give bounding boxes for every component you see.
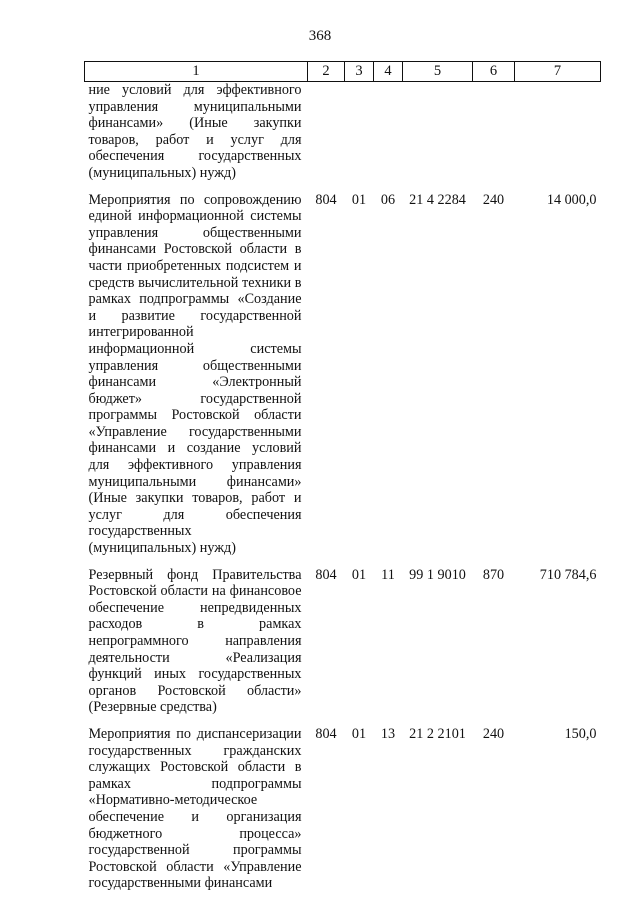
table-row [85,82,601,182]
row-gr: 804 [315,725,337,742]
column-header-3: 3 [345,62,374,82]
row-vr [473,82,515,182]
page-number: 368 [308,28,332,44]
row-rz [345,82,374,182]
budget-table [84,61,601,892]
column-header-2: 2 [308,62,345,82]
column-header-1: 1 [85,62,308,82]
table-row [85,182,601,557]
row-description: ние условий для эффективного управления муниципальными финансами» (Иные закупки товаров, работ и услуг для обеспечения государственных (муниципальных) нужд) [88,82,302,181]
row-pr: 13 [380,725,396,742]
row-amount: 710 784,6 [539,566,597,583]
row-gr: 804 [315,191,337,208]
row-csr [403,82,473,182]
row-pr [374,82,403,182]
row-amount: 14 000,0 [546,191,597,208]
row-description: Резервный фонд Правительства Ростовской области на финансовое обеспечение непредвиденных расходов в рамках непрограммного направления деятельности «Реализация функций иных государственных органов Ростовской области» (Резервные средства) [88,566,302,716]
row-pr: 06 [380,191,396,208]
row-gr [308,82,345,182]
row-vr: 240 [482,725,505,742]
table-row [85,716,601,892]
row-amount [515,82,601,182]
row-csr: 99 1 9010 [409,566,466,583]
row-vr: 240 [482,191,505,208]
row-amount: 150,0 [564,725,597,742]
column-header-5: 5 [403,62,473,82]
row-csr: 21 2 2101 [409,725,466,742]
table-row [85,557,601,716]
row-vr: 870 [482,566,505,583]
column-header-7: 7 [515,62,601,82]
column-header-6: 6 [473,62,515,82]
row-gr: 804 [315,566,337,583]
row-rz: 01 [351,566,367,583]
row-description: Мероприятия по сопровождению единой информационной системы управления общественными финансами Ростовской области в части приобретенных подсистем и средств вычислительной техники в рамках подпрограммы «Создание и развитие государственной интегрированной информационной системы управления общественными финансами «Электронный бюджет» государственной программы Ростовской области «Управление государственными финансами и создание условий для эффективного управления муниципальными финансами» (Иные закупки товаров, работ и услуг для обеспечения государственных (муниципальных) нужд) [88,191,302,557]
column-header-4: 4 [374,62,403,82]
row-description: Мероприятия по диспансеризации государственных гражданских служащих Ростовской области в рамках подпрограммы «Нормативно-методическое обеспечение и организация бюджетного процесса» государственной программы Ростовской области «Управление государственными финансами [88,725,302,892]
row-rz: 01 [351,191,367,208]
row-csr: 21 4 2284 [409,191,466,208]
row-rz: 01 [351,725,367,742]
table-header [85,62,601,82]
row-pr: 11 [381,566,395,583]
